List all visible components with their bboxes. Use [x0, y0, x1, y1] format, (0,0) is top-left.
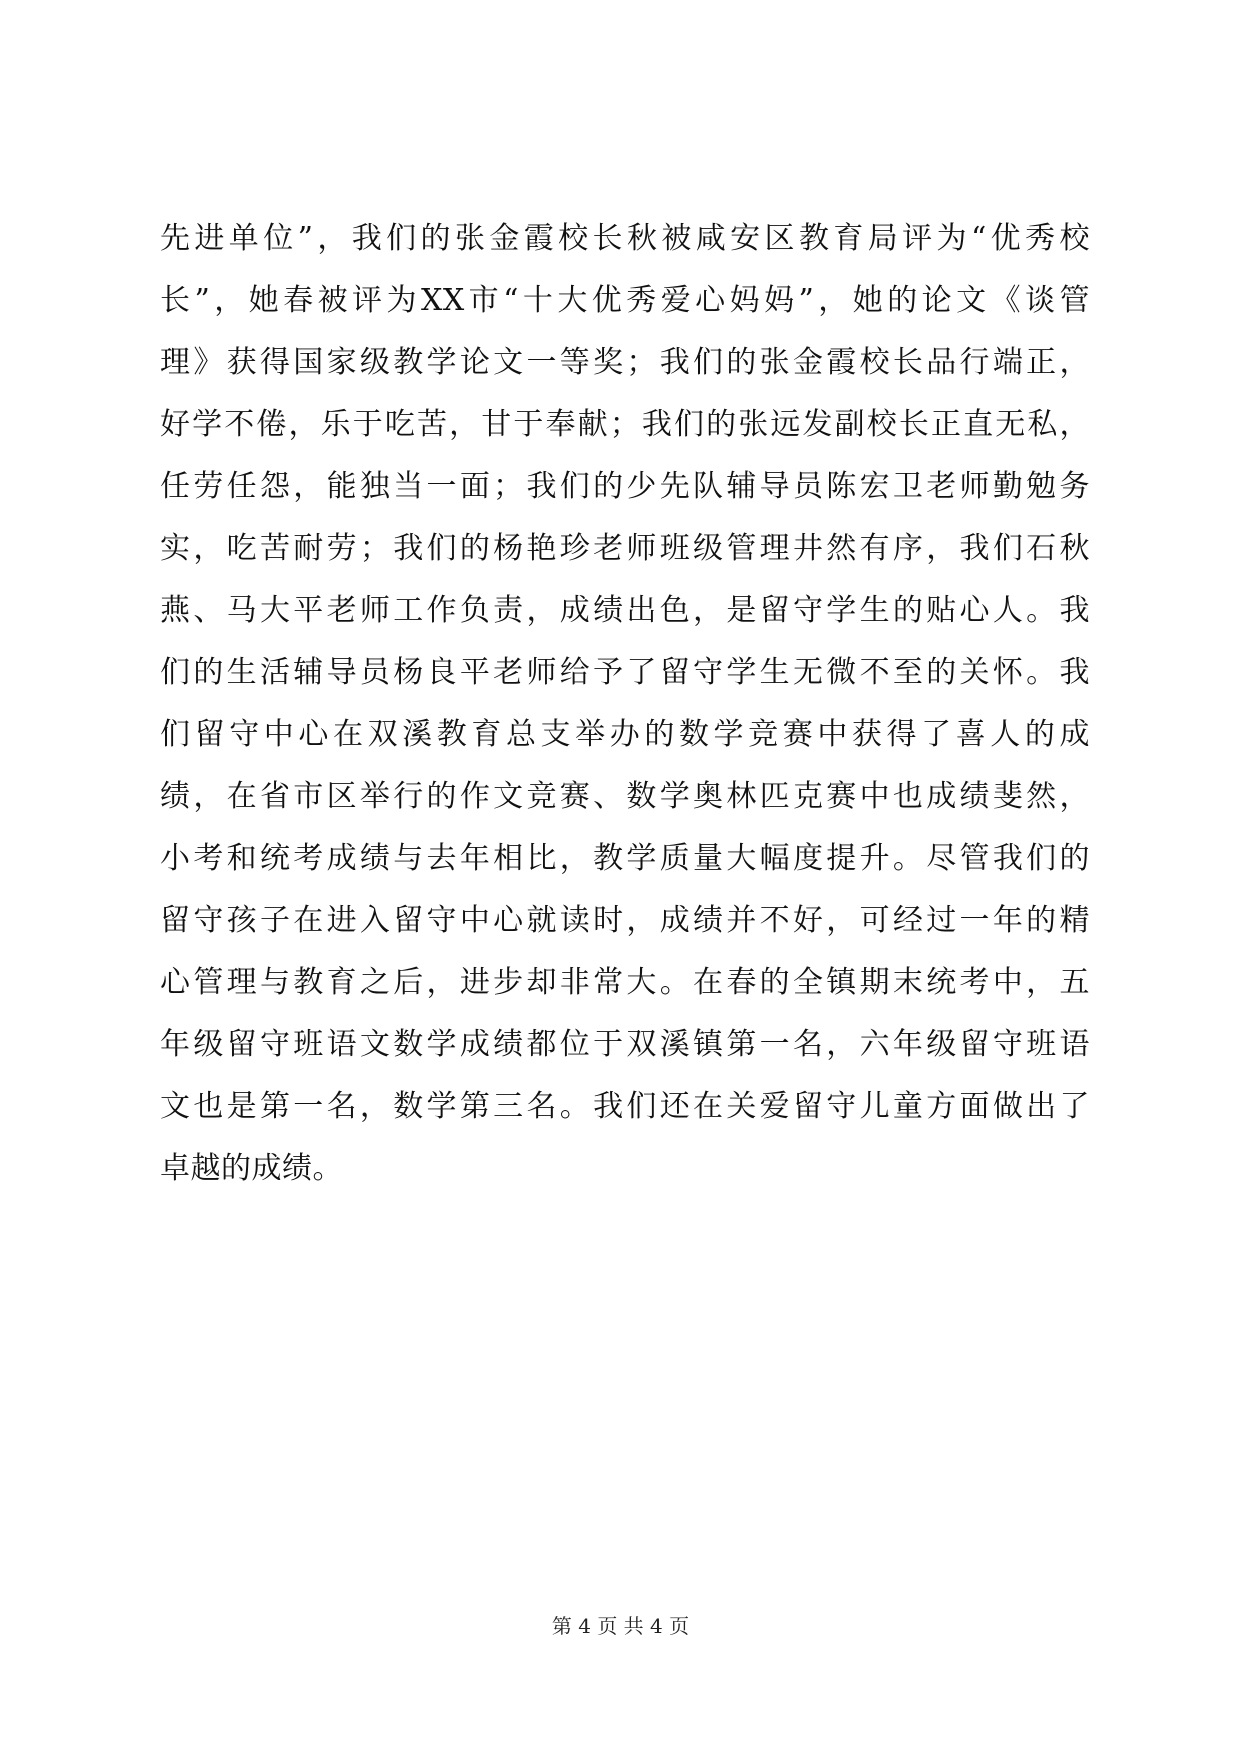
text-line: 燕、马大平老师工作负责，成绩出色，是留守学生的贴心人。我: [160, 593, 1090, 628]
text-line: 年级留守班语文数学成绩都位于双溪镇第一名，六年级留守班语: [160, 1027, 1090, 1062]
text-line: 留守孩子在进入留守中心就读时，成绩并不好，可经过一年的精: [160, 903, 1090, 938]
text-line: 们的生活辅导员杨良平老师给予了留守学生无微不至的关怀。我: [160, 655, 1090, 690]
text-line: 绩，在省市区举行的作文竞赛、数学奥林匹克赛中也成绩斐然，: [160, 779, 1090, 814]
page-number-label: 第 4 页 共 4 页: [551, 1614, 690, 1638]
body-paragraph: [160, 208, 1090, 1200]
text-line: 长”，她春被评为XX市“十大优秀爱心妈妈”，她的论文《谈管: [160, 283, 1090, 318]
text-line: 实，吃苦耐劳；我们的杨艳珍老师班级管理井然有序，我们石秋: [160, 531, 1090, 566]
text-line: 好学不倦，乐于吃苦，甘于奉献；我们的张远发副校长正直无私，: [160, 407, 1090, 442]
text-line: 卓越的成绩。: [160, 1151, 343, 1186]
text-line: 小考和统考成绩与去年相比，教学质量大幅度提升。尽管我们的: [160, 841, 1090, 876]
text-line: 理》获得国家级教学论文一等奖；我们的张金霞校长品行端正，: [160, 345, 1090, 380]
text-line: 们留守中心在双溪教育总支举办的数学竞赛中获得了喜人的成: [160, 717, 1090, 752]
text-line: 先进单位”，我们的张金霞校长秋被咸安区教育局评为“优秀校: [160, 221, 1090, 256]
text-line: 心管理与教育之后，进步却非常大。在春的全镇期末统考中，五: [160, 965, 1090, 1000]
page-footer: [0, 1612, 1241, 1640]
text-line: 任劳任怨，能独当一面；我们的少先队辅导员陈宏卫老师勤勉务: [160, 469, 1090, 504]
text-line: 文也是第一名，数学第三名。我们还在关爱留守儿童方面做出了: [160, 1089, 1090, 1124]
